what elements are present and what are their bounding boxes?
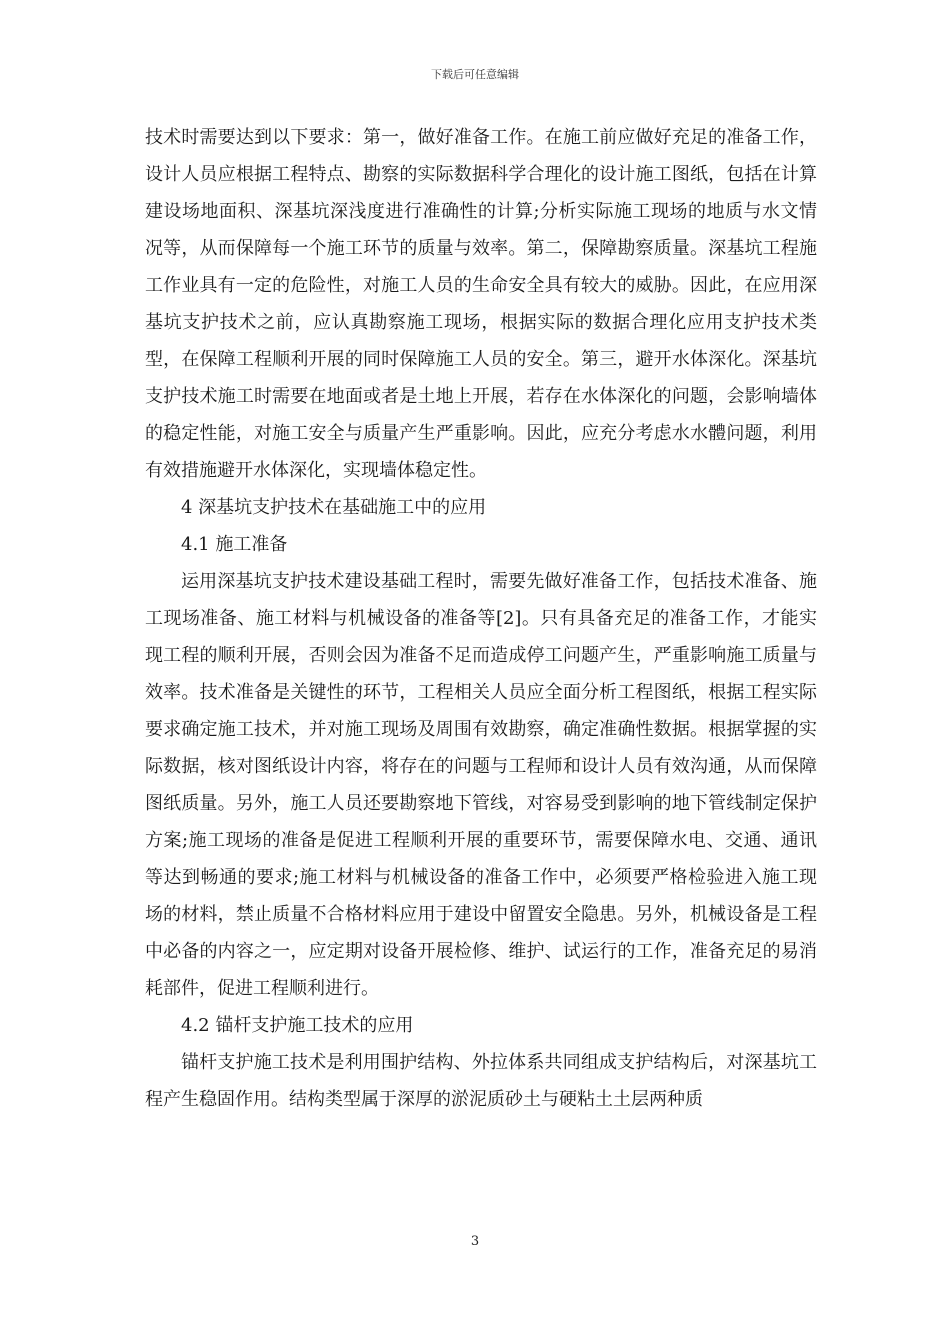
document-body [145, 119, 817, 1118]
subsection-heading: 4.1 施工准备 [181, 534, 288, 555]
page-header: 下载后可任意编辑 [431, 68, 519, 81]
body-paragraph: 锚杆支护施工技术是利用围护结构、外拉体系共同组成支护结构后，对深基坑工程产生稳固作用。结构类型属于深厚的淤泥质砂土与硬粘土土层两种质 [145, 1052, 817, 1110]
body-paragraph: 运用深基坑支护技术建设基础工程时，需要先做好准备工作，包括技术准备、施工现场准备、施工材料与机械设备的准备等[2]。只有具备充足的准备工作，才能实现工程的顺利开展，否则会因为准备不足而造成停工问题产生，严重影响施工质量与效率。技术准备是关键性的环节，工程相关人员应全面分析工程图纸，根据工程实际要求确定施工技术，并对施工现场及周围有效勘察，确定准确性数据。根据掌握的实际数据，核对图纸设计内容，将存在的问题与工程师和设计人员有效沟通，从而保障图纸质量。另外，施工人员还要勘察地下管线，对容易受到影响的地下管线制定保护方案;施工现场的准备是促进工程顺利开展的重要环节，需要保障水电、交通、通讯等达到畅通的要求;施工材料与机械设备的准备工作中，必须要严格检验进入施工现场的材料，禁止质量不合格材料应用于建设中留置安全隐患。另外，机械设备是工程中必备的内容之一，应定期对设备开展检修、维护、试运行的工作，准备充足的易消耗部件，促进工程顺利进行。 [145, 571, 817, 999]
subsection-heading: 4.2 锚杆支护施工技术的应用 [181, 1015, 414, 1036]
section-heading: 4 深基坑支护技术在基础施工中的应用 [181, 497, 487, 518]
body-paragraph: 技术时需要达到以下要求：第一，做好准备工作。在施工前应做好充足的准备工作，设计人员应根据工程特点、勘察的实际数据科学合理化的设计施工图纸，包括在计算建设场地面积、深基坑深浅度进行准确性的计算;分析实际施工现场的地质与水文情况等，从而保障每一个施工环节的质量与效率。第二，保障勘察质量。深基坑工程施工作业具有一定的危险性，对施工人员的生命安全具有较大的威胁。因此，在应用深基坑支护技术之前，应认真勘察施工现场，根据实际的数据合理化应用支护技术类型，在保障工程顺利开展的同时保障施工人员的安全。第三，避开水体深化。深基坑支护技术施工时需要在地面或者是土地上开展，若存在水体深化的问题，会影响墙体的稳定性能，对施工安全与质量产生严重影响。因此，应充分考虑水水體问题，利用有效措施避开水体深化，实现墙体稳定性。 [145, 127, 817, 481]
page-number: 3 [470, 1234, 480, 1249]
